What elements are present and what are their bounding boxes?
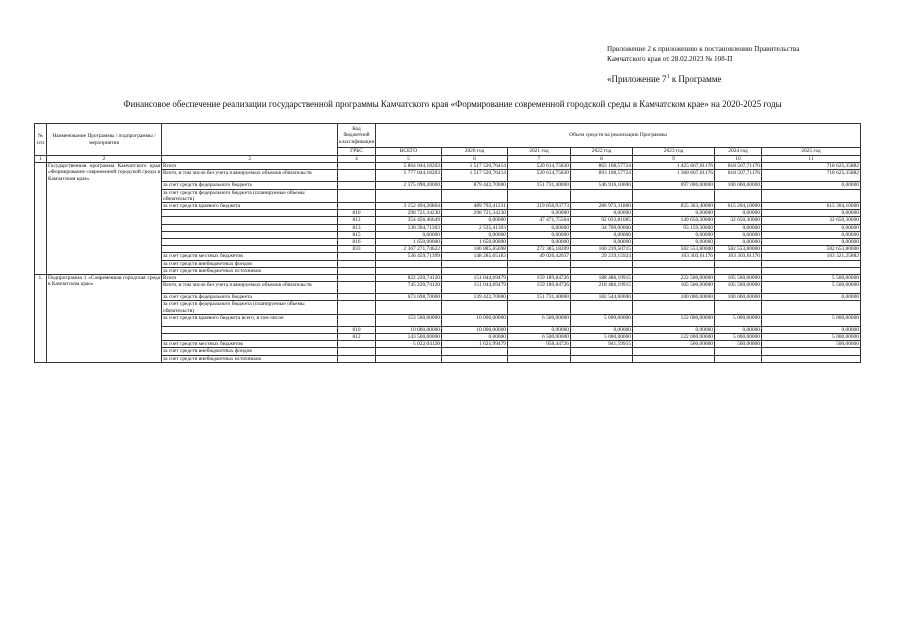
amount-cell: 130 394,71303 [376, 224, 442, 231]
amount-cell: 49 026,42037 [508, 253, 571, 260]
program-name-cell: Государственная программа Камчатского края «Формирование современной городской среды в Камчатском крае» [47, 163, 162, 275]
amount-cell: 103 321,25882 [762, 253, 861, 260]
amount-cell: 489 792,41231 [442, 203, 508, 210]
finance-table [34, 123, 861, 363]
amount-cell: 500,00000 [715, 341, 762, 348]
amount-cell: 122 000,00000 [633, 314, 715, 326]
amount-cell: 0,00000 [376, 231, 442, 238]
funding-source-cell: за счет средств краевого бюджета [162, 203, 338, 210]
amount-cell [762, 301, 861, 314]
amount-cell: 105 500,00000 [633, 282, 715, 294]
amount-cell [571, 348, 633, 355]
amount-cell: 92 033,81085 [571, 217, 633, 224]
row-number-cell: 1. [35, 275, 47, 363]
funding-source-cell: за счет средств федерального бюджета (планируемые объемы обязательств) [162, 189, 338, 202]
amount-cell: 718 625,35882 [762, 163, 861, 170]
amount-cell: 673 698,70000 [376, 294, 442, 301]
amount-cell: 941,59915 [571, 341, 633, 348]
grbs-code-cell [338, 314, 376, 326]
amount-cell: 0,00000 [633, 326, 715, 333]
amount-cell: 5 000,00000 [571, 334, 633, 341]
amount-cell: 47 471,75564 [508, 217, 571, 224]
amount-cell: 520 614,75830 [508, 170, 571, 182]
amount-cell: 93 159,30000 [633, 224, 715, 231]
amount-cell [442, 260, 508, 267]
amount-cell [715, 260, 762, 267]
amount-cell: 105 500,00000 [715, 282, 762, 294]
funding-source-cell: Всего, в том числе без учета планируемых объемов обязательств [162, 170, 338, 182]
amount-cell [442, 355, 508, 362]
funding-source-cell: за счет средств местных бюджетов [162, 341, 338, 348]
amount-cell: 5 000,00000 [762, 334, 861, 341]
funding-source-cell: за счет средств федерального бюджета (планируемые объемы обязательств) [162, 301, 338, 314]
amount-cell: 0,00000 [715, 231, 762, 238]
amount-cell: 103 303,61176 [633, 253, 715, 260]
amount-cell [508, 189, 571, 202]
amount-cell: 32 650,30000 [715, 217, 762, 224]
amount-cell: 0,00000 [442, 217, 508, 224]
grbs-code-cell [338, 348, 376, 355]
amount-cell: 218 486,19915 [571, 282, 633, 294]
amount-cell [571, 267, 633, 274]
amount-cell [442, 189, 508, 202]
amount-cell [508, 260, 571, 267]
grbs-code-cell [338, 301, 376, 314]
amount-cell: 5 500,00000 [762, 282, 861, 294]
amount-cell: 188 486,19915 [571, 275, 633, 282]
amount-cell [633, 355, 715, 362]
grbs-code-cell [338, 341, 376, 348]
amount-cell: 2 367 271,74622 [376, 246, 442, 253]
grbs-code-cell [338, 282, 376, 294]
amount-cell: 10 000,00000 [376, 326, 442, 333]
document-title: Финансовое обеспечение реализации государственной программы Камчатского края «Формирование современной городской среды в Камчатском крае» на 2020-2025 годы [123, 99, 782, 109]
funding-source-cell [162, 217, 338, 224]
funding-source-cell [162, 246, 338, 253]
amount-cell: 6 500,00000 [508, 314, 571, 326]
amount-cell: 100 000,00000 [715, 294, 762, 301]
column-index-cell: 4 [338, 156, 376, 163]
column-index-cell: 8 [571, 156, 633, 163]
column-index-cell: 5 [376, 156, 442, 163]
funding-source-cell: за счет средств федерального бюджета [162, 182, 338, 189]
funding-source-cell [162, 224, 338, 231]
grbs-code-cell [338, 275, 376, 282]
grbs-code-cell [338, 294, 376, 301]
amount-cell: 186 885,65698 [442, 246, 508, 253]
amount-cell [442, 348, 508, 355]
amount-cell: 153 500,00000 [376, 314, 442, 326]
amount-cell: 718 625,35882 [762, 170, 861, 182]
amount-cell: 354 456,46649 [376, 217, 442, 224]
amount-cell [762, 189, 861, 202]
column-index-cell: 2 [47, 156, 162, 163]
amount-cell: 582 653,80000 [762, 246, 861, 253]
appendix-line-2: Камчатского края от 28.02.2023 № 108-П [607, 55, 733, 63]
funding-source-cell: Всего, в том числе без учета планируемых объемов обязательств [162, 282, 338, 294]
table-row [35, 275, 861, 282]
amount-cell: 5 500,00000 [762, 275, 861, 282]
amount-cell [376, 301, 442, 314]
amount-cell: 100 000,00000 [633, 294, 715, 301]
amount-cell: 500,00000 [633, 341, 715, 348]
amount-cell: 582 553,80000 [715, 246, 762, 253]
amount-cell: 151 731,40000 [508, 294, 571, 301]
amount-cell: 822 220,74120 [376, 275, 442, 282]
amount-cell: 6 500,00000 [508, 334, 571, 341]
grbs-code-cell: 816 [338, 239, 376, 246]
amount-cell: 0,00000 [715, 224, 762, 231]
amount-cell: 298 721,34230 [376, 210, 442, 217]
grbs-code-cell [338, 182, 376, 189]
amount-cell: 222 500,00000 [633, 275, 715, 282]
grbs-code-cell [338, 260, 376, 267]
amount-cell: 0,00000 [633, 239, 715, 246]
column-index-cell: 7 [508, 156, 571, 163]
amount-cell: 0,00000 [442, 231, 508, 238]
amount-cell: 1 308 667,01176 [633, 170, 715, 182]
amount-cell: 745 220,74120 [376, 282, 442, 294]
row-number-cell [35, 163, 47, 275]
funding-source-cell: за счет средств внебюджетных источников [162, 267, 338, 274]
program-ref-tail: к Программе [669, 74, 722, 84]
amount-cell: 0,00000 [762, 231, 861, 238]
amount-cell: 151 044,69479 [442, 275, 508, 282]
amount-cell: 272 385,18209 [508, 246, 571, 253]
amount-cell: 1 650,00000 [442, 239, 508, 246]
amount-cell: 0,00000 [762, 326, 861, 333]
grbs-code-cell: 815 [338, 231, 376, 238]
amount-cell: 5 000,00000 [571, 314, 633, 326]
amount-cell [508, 301, 571, 314]
header-num: № п/п [35, 124, 47, 156]
funding-source-cell [162, 334, 338, 341]
amount-cell [442, 301, 508, 314]
amount-cell: 105 500,00000 [715, 275, 762, 282]
amount-cell: 0,00000 [442, 334, 508, 341]
amount-cell [715, 301, 762, 314]
amount-cell: 0,00000 [571, 239, 633, 246]
amount-cell: 615 304,10000 [762, 203, 861, 210]
amount-cell: 122 000,00000 [633, 334, 715, 341]
amount-cell: 1 650,00000 [376, 239, 442, 246]
program-ref-text: «Приложение 7 [607, 74, 667, 84]
amount-cell: 0,00000 [715, 326, 762, 333]
amount-cell: 0,00000 [762, 294, 861, 301]
program-name-cell: Подпрограмма 1 «Современная городская среда в Камчатском крае» [47, 275, 162, 363]
amount-cell: 863 108,57724 [571, 163, 633, 170]
amount-cell: 893 108,57724 [571, 170, 633, 182]
funding-source-cell: за счет средств местных бюджетов [162, 253, 338, 260]
grbs-code-cell [338, 267, 376, 274]
amount-cell [762, 355, 861, 362]
amount-cell: 159 189,84726 [508, 282, 571, 294]
table-row [35, 163, 861, 170]
appendix-line-1: Приложение 2 к приложению к постановлению Правительства [607, 45, 800, 53]
amount-cell: 298 721,34230 [442, 210, 508, 217]
amount-cell [571, 189, 633, 202]
amount-cell: 148 285,65183 [442, 253, 508, 260]
funding-source-cell: Всего [162, 163, 338, 170]
amount-cell: 29 219,15924 [571, 253, 633, 260]
header-blank [162, 124, 338, 156]
amount-cell: 1 517 520,76414 [442, 170, 508, 182]
amount-cell [571, 301, 633, 314]
amount-cell [762, 267, 861, 274]
header-total: ВСЕГО [376, 148, 442, 156]
amount-cell: 697 000,00000 [633, 182, 715, 189]
funding-source-cell [162, 210, 338, 217]
amount-cell [633, 301, 715, 314]
amount-cell: 2 535,41303 [442, 224, 508, 231]
amount-cell: 582 553,80000 [633, 246, 715, 253]
amount-cell: 0,00000 [762, 239, 861, 246]
funding-source-cell: за счет средств внебюджетных фондов [162, 348, 338, 355]
amount-cell: 0,00000 [715, 210, 762, 217]
amount-cell: 500,00000 [762, 341, 861, 348]
amount-cell: 0,00000 [508, 326, 571, 333]
amount-cell: 0,00000 [571, 326, 633, 333]
amount-cell: 5 000,00000 [715, 334, 762, 341]
funding-source-cell: за счет средств краевого бюджета всего, в том числе: [162, 314, 338, 326]
amount-cell: 0,00000 [633, 210, 715, 217]
header-2023: 2023 год [633, 148, 715, 156]
grbs-code-cell: 812 [338, 334, 376, 341]
program-reference [607, 74, 722, 84]
amount-cell [762, 348, 861, 355]
amount-cell: 0,00000 [508, 231, 571, 238]
amount-cell: 0,00000 [762, 210, 861, 217]
amount-cell [633, 348, 715, 355]
amount-cell: 151 731,40000 [508, 182, 571, 189]
amount-cell [762, 260, 861, 267]
grbs-code-cell: 813 [338, 224, 376, 231]
header-2021: 2021 год [508, 148, 571, 156]
grbs-code-cell [338, 170, 376, 182]
amount-cell: 818 507,71176 [715, 163, 762, 170]
header-2024: 2024 год [715, 148, 762, 156]
amount-cell: 139 422,70000 [442, 294, 508, 301]
amount-cell [376, 348, 442, 355]
header-budget-code: Код бюджетной классификации [338, 124, 376, 148]
amount-cell [508, 267, 571, 274]
amount-cell: 143 500,00000 [376, 334, 442, 341]
amount-cell [715, 355, 762, 362]
amount-cell [715, 189, 762, 202]
amount-cell: 100 000,00000 [715, 182, 762, 189]
amount-cell: 159 189,84726 [508, 275, 571, 282]
funding-source-cell: за счет средств внебюджетных фондов [162, 260, 338, 267]
amount-cell [376, 189, 442, 202]
amount-cell: 536 459,71399 [376, 253, 442, 260]
program-ref-sup: 1 [666, 74, 670, 80]
amount-cell: 5 000,00000 [715, 314, 762, 326]
column-index-cell: 10 [715, 156, 762, 163]
funding-source-cell [162, 326, 338, 333]
amount-cell: 5 864 044,18203 [376, 163, 442, 170]
amount-cell: 615 204,10000 [715, 203, 762, 210]
grbs-code-cell: 812 [338, 217, 376, 224]
amount-cell: 5 777 044,18203 [376, 170, 442, 182]
amount-cell: 0,00000 [508, 239, 571, 246]
amount-cell [715, 267, 762, 274]
funding-source-cell [162, 231, 338, 238]
amount-cell: 0,00000 [508, 224, 571, 231]
amount-cell: 149 650,30000 [633, 217, 715, 224]
grbs-code-cell: 810 [338, 326, 376, 333]
column-index-cell: 6 [442, 156, 508, 163]
header-name: Наименование Программы / подпрограммы / мероприятия [47, 124, 162, 156]
appendix-note [607, 44, 799, 64]
grbs-code-cell [338, 189, 376, 202]
column-index-cell: 9 [633, 156, 715, 163]
amount-cell [571, 260, 633, 267]
amount-cell: 103 303,61176 [715, 253, 762, 260]
amount-cell: 160 239,50715 [571, 246, 633, 253]
amount-cell: 10 000,00000 [442, 314, 508, 326]
amount-cell [508, 355, 571, 362]
amount-cell: 1 621,99479 [442, 341, 508, 348]
amount-cell [633, 260, 715, 267]
amount-cell [376, 267, 442, 274]
amount-cell: 818 507,71176 [715, 170, 762, 182]
funding-source-cell [162, 239, 338, 246]
amount-cell: 0,00000 [715, 239, 762, 246]
amount-cell [376, 355, 442, 362]
amount-cell: 10 000,00000 [442, 326, 508, 333]
amount-cell: 546 916,10000 [571, 182, 633, 189]
amount-cell: 0,00000 [762, 182, 861, 189]
amount-cell: 1 517 520,76414 [442, 163, 508, 170]
amount-cell [633, 267, 715, 274]
column-index-cell: 11 [762, 156, 861, 163]
amount-cell: 151 044,69479 [442, 282, 508, 294]
amount-cell: 5 022,04120 [376, 341, 442, 348]
amount-cell: 319 856,93773 [508, 203, 571, 210]
grbs-code-cell [338, 163, 376, 170]
header-2020: 2020 год [442, 148, 508, 156]
amount-cell [442, 267, 508, 274]
amount-cell: 2 375 090,20000 [376, 182, 442, 189]
amount-cell: 879 442,70000 [442, 182, 508, 189]
amount-cell: 1 425 667,01176 [633, 163, 715, 170]
header-2025: 2025 год [762, 148, 861, 156]
amount-cell: 0,00000 [571, 210, 633, 217]
amount-cell [715, 348, 762, 355]
grbs-code-cell: 833 [338, 246, 376, 253]
amount-cell [508, 348, 571, 355]
amount-cell: 0,00000 [762, 224, 861, 231]
grbs-code-cell: 810 [338, 210, 376, 217]
amount-cell [633, 189, 715, 202]
column-index-cell: 1 [35, 156, 47, 163]
amount-cell [376, 260, 442, 267]
amount-cell: 825 363,40000 [633, 203, 715, 210]
header-grbs: ГРБС [338, 148, 376, 156]
grbs-code-cell [338, 253, 376, 260]
amount-cell: 0,00000 [571, 231, 633, 238]
column-index-cell: 3 [162, 156, 338, 163]
amount-cell: 182 544,60000 [571, 294, 633, 301]
funding-source-cell: Всего [162, 275, 338, 282]
amount-cell: 958,44726 [508, 341, 571, 348]
amount-cell: 34 700,00000 [571, 224, 633, 231]
column-index-row [35, 156, 861, 163]
amount-cell [571, 355, 633, 362]
amount-cell: 0,00000 [508, 210, 571, 217]
amount-cell: 520 614,75830 [508, 163, 571, 170]
amount-cell: 0,00000 [633, 231, 715, 238]
funding-source-cell: за счет средств федерального бюджета [162, 294, 338, 301]
amount-cell: 3 152 494,26804 [376, 203, 442, 210]
header-volume: Объем средств на реализацию Программы [376, 124, 861, 148]
amount-cell: 286 973,31800 [571, 203, 633, 210]
amount-cell: 5 000,00000 [762, 314, 861, 326]
funding-source-cell: за счет средств внебюджетных источников [162, 355, 338, 362]
header-2022: 2022 год [571, 148, 633, 156]
grbs-code-cell [338, 355, 376, 362]
amount-cell: 32 650,30000 [762, 217, 861, 224]
grbs-code-cell [338, 203, 376, 210]
